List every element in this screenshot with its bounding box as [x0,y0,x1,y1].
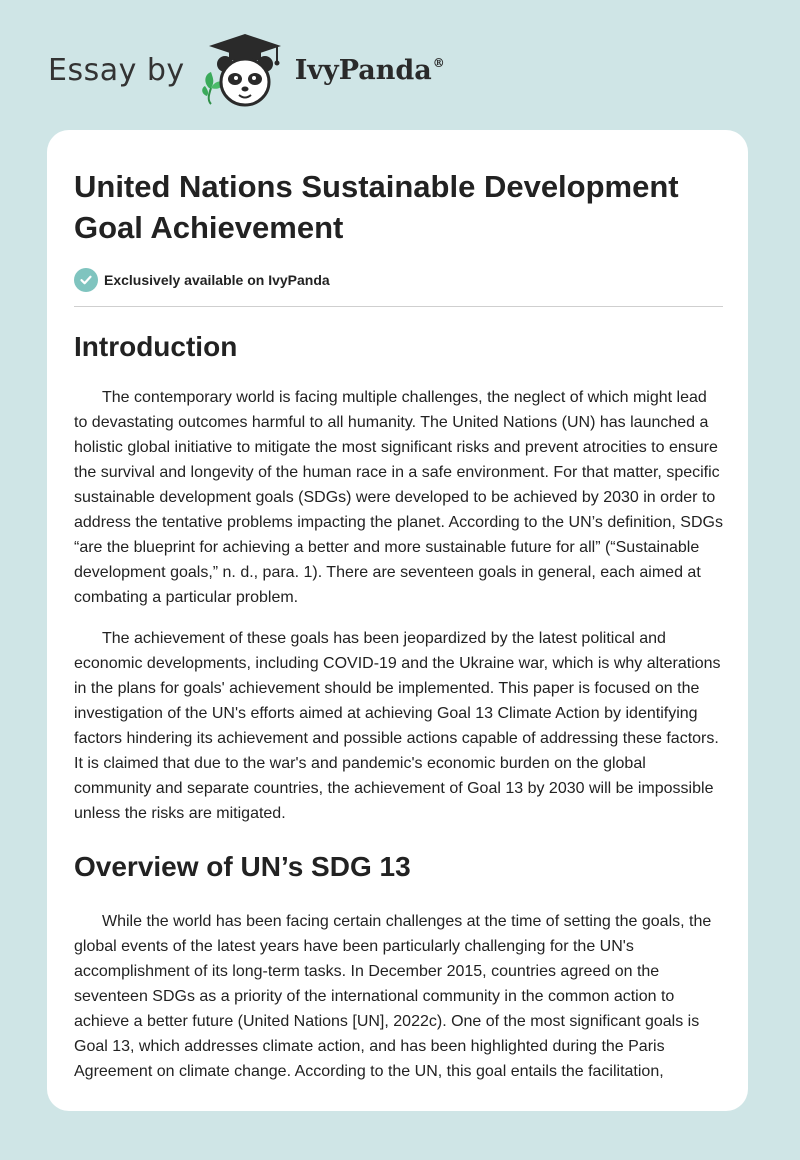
title-divider [74,306,723,307]
paragraph: The contemporary world is facing multiple challenges, the neglect of which might lead to devastating outcomes harmful to all humanity. The United Nations (UN) has launched a holistic global initiative to mitigate the most significant risks and prevent atrocities to ensure the survival and longevity of the human race in a safe environment. For that matter, specific sustainable development goals (SDGs) were developed to be achieved by 2030 in order to address the tentative problems impacting the planet. According to the UN’s definition, SDGs “are the blueprint for achieving a better and more sustainable future for all” (“Sustainable development goals,” n. d., para. 1). There are seventeen goals in general, each aimed at combating a particular problem. [74,389,723,606]
page-title: United Nations Sustainable Development Goal Achievement [74,169,679,245]
registered-mark: ® [432,55,445,70]
section-heading-introduction: Introduction [74,331,238,362]
exclusive-label: Exclusively available on IvyPanda [104,272,330,288]
exclusive-badge [74,267,723,293]
site-header [48,30,445,110]
essay-content [74,166,723,1084]
paragraph: The achievement of these goals has been jeopardized by the latest political and economic developments, including COVID-19 and the Ukraine war, which is why alterations in the plans for goals' achievement should be implemented. This paper is focused on the investigation of the UN's efforts aimed at achieving Goal 13 Climate Action by identifying factors hindering its achievement and possible actions capable of addressing these factors. It is claimed that due to the war's and pandemic's economic burden on the global community and separate countries, the achievement of Goal 13 by 2030 will be impossible unless the risks are mitigated. [74,630,721,822]
brand-logo[interactable] [295,55,445,86]
essay-by-label: Essay by [48,52,185,88]
brand-name: IvyPanda [294,54,432,86]
essay-card [47,130,748,1111]
panda-logo-icon[interactable] [199,30,291,110]
section-heading-overview: Overview of UN’s SDG 13 [74,851,411,882]
paragraph: While the world has been facing certain challenges at the time of setting the goals, the global events of the latest years have been particularly challenging for the UN's accomplishment of its long-term tasks. In December 2015, countries agreed on the seventeen SDGs as a priority of the international community in the common action to achieve a better future (United Nations [UN], 2022c). One of the most significant goals is Goal 13, which addresses climate action, and has been highlighted during the Paris Agreement on climate change. According to the UN, this goal entails the facilitation, [74,913,712,1080]
checkmark-icon [74,268,98,292]
